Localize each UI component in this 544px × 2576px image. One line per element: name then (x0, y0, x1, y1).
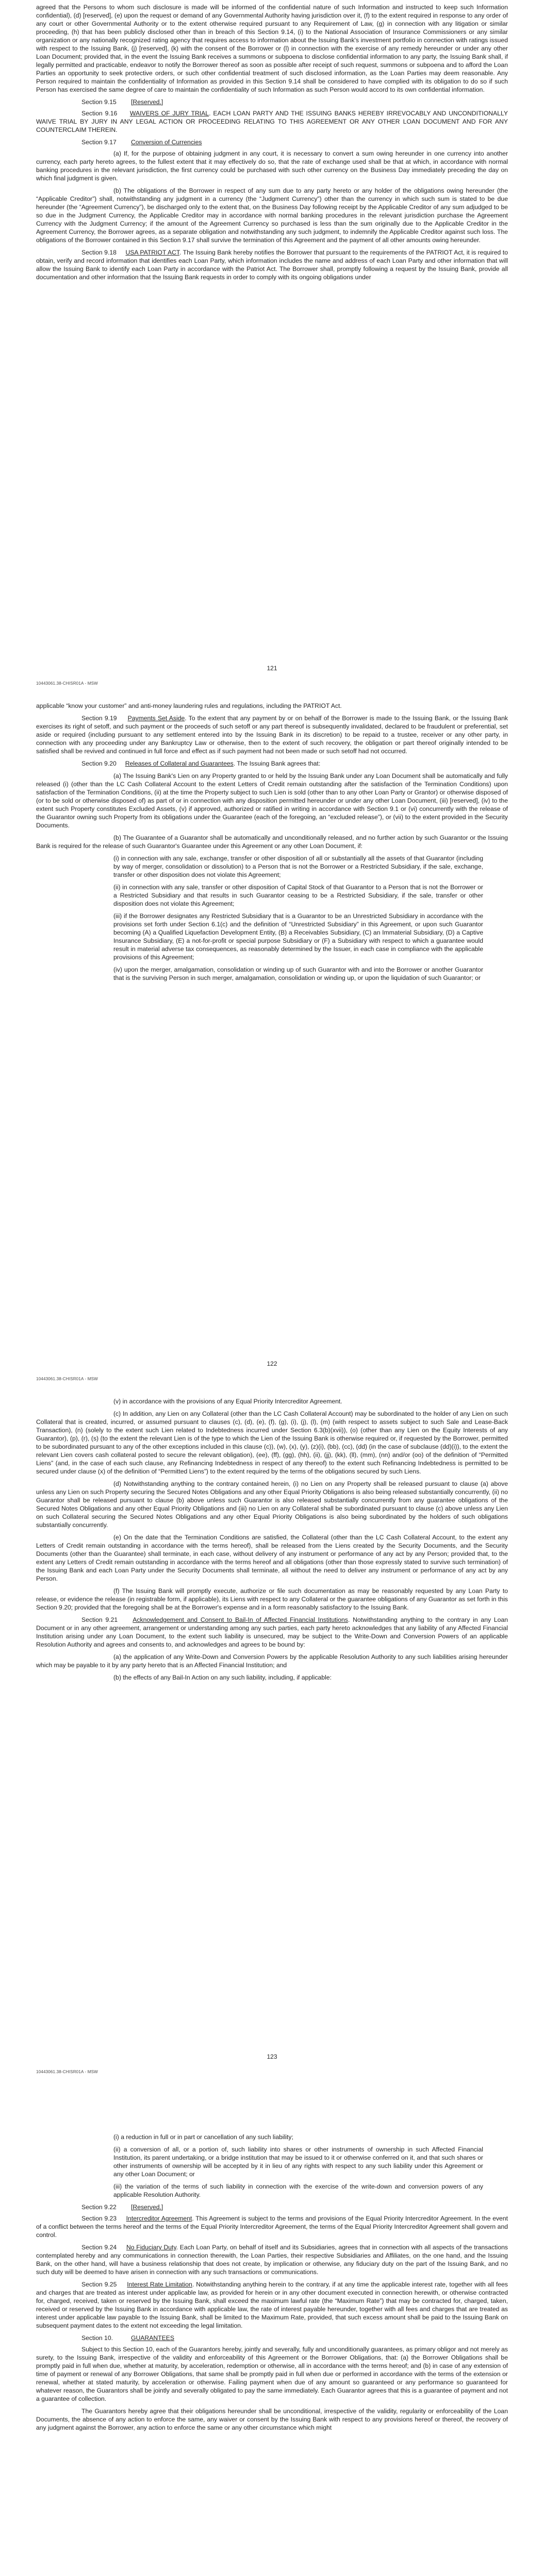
section-9-20-a: (a) The Issuing Bank's Lien on any Property granted to or held by the Issuing Bank under any Loan Document shall be automatically and fully released (i) (other than the LC Cash Collateral Account to the extent Letters of Credit remain outstanding after the satisfaction of the Termination Conditions) upon satisfaction of the Termination Conditions, (ii) at the time the Property subject to such Lien is sold (other than to any other Loan Party or Grantor) or otherwise disposed of (or to be sold or otherwise disposed of) as part of or in connection with any disposition permitted hereunder or under any other Loan Document, (iii) [reserved], (iv) to the extent such Property constitutes Excluded Assets, (v) if approved, authorized or ratified in writing in accordance with Section 9.1 or (vi) concurrently with the release of the Guarantor owning such Property from its obligations under the Guarantee (each of the foregoing, an “excluded release”), or (vii) to the extent provided in the Security Documents. (36, 772, 508, 829)
paragraph-patriot-continued: applicable “know your customer” and anti-money laundering rules and regulations, including the PATRIOT Act. (36, 702, 342, 709)
section-title: Interest Rate Limitation (127, 2281, 192, 2288)
section-body: . This Agreement is subject to the terms and provisions of the Equal Priority Intercreditor Agreement. In the event of a conflict between the terms hereof and the terms of the Equal Priority Intercreditor Agreement, the terms of the Equal Priority Intercreditor Agreement shall govern and control. (36, 2215, 508, 2239)
list-item: (b) the effects of any Bail-In Action on any such liability, including, if applicable: (113, 1674, 332, 1681)
list-item: (ii) a conversion of all, or a portion of, such liability into shares or other instruments of ownership in such Affected Financial Institution, its parent undertaking, or a bridge institution that may be issued to it or otherwise conferred on it, and that such shares or other instruments of ownership will be accepted by it in lieu of any rights with respect to any such liability under this Agreement or any other Loan Document; or (113, 2146, 483, 2178)
section-title: GUARANTEES (131, 2334, 174, 2342)
section-9-20-f: (f) The Issuing Bank will promptly execute, authorize or file such documentation as may be reasonably requested by any Loan Party to release, or evidence the release (in registrable form, if applicable), its Liens with respect to any Collateral or the guarantee obligations of any Guarantor as set forth in this Section 9.20; provided that the foregoing shall be at the Borrower's expense and in a form reasonably satisfactory to the Issuing Bank. (36, 1587, 508, 1611)
list-item: (i) a reduction in full or in part or cancellation of any such liability; (113, 2133, 293, 2141)
section-body: . To the extent that any payment by or on behalf of the Borrower is made to the Issuing Bank, or the Issuing Bank exercises its right of setoff, and such payment or the proceeds of such setoff or any part thereof is subsequently invalidated, declared to be fraudulent or preferential, set aside or required (including pursuant to any settlement entered into by the Issuing Bank in its discretion) to be repaid to a trustee, receiver or any other party, in connection with any proceeding under any Bankruptcy Law or otherwise, then to the extent of such recovery, the obligation or part thereof originally intended to be satisfied shall be revived and continued in full force and effect as if such payment had not been made or such setoff had not occurred. (36, 715, 508, 755)
section-number: Section 9.24 (81, 2244, 117, 2251)
section-9-22-heading (81, 2203, 508, 2211)
page-number: 123 (267, 2053, 277, 2060)
section-title: [Reserved.] (131, 98, 163, 106)
section-title: Acknowledgement and Consent to Bail-In of Affected Financial Institutions (133, 1616, 348, 1623)
section-title: Payments Set Aside (127, 715, 185, 722)
section-body: . Notwithstanding anything herein to the contrary, if at any time the applicable interest rate, together with all fees and charges that are treated as interest under applicable law, as provided for herein or in any other document executed in connection herewith, or otherwise contracted for, charged, received, taken or reserved by the Issuing Bank, shall exceed the maximum lawful rate (the “Maximum Rate”) that may be contracted for, charged, taken, received or reserved by the Issuing Bank in accordance with applicable law, the rate of interest payable hereunder, together with all fees and charges that are treated as interest under applicable law payable to the Issuing Bank, shall be limited to the Maximum Rate, provided, that such excess amount shall be paid to the Issuing Bank on subsequent payment dates to the extent not exceeding the legal limitation. (36, 2281, 508, 2329)
doc-id: 10443061.38-CHISR01A - MSW (36, 1377, 98, 1381)
section-body: . Notwithstanding anything to the contrary in any Loan Document or in any other agreement, arrangement or understanding among any such parties, each party hereto acknowledges that any liability of any Affected Financial Institution arising under any Loan Document, to the extent such liability is unsecured, may be subject to the Write-Down and Conversion Powers of an applicable Resolution Authority and agrees and consents to, and acknowledges and agrees to be bound by: (36, 1616, 508, 1648)
list-item: (iv) upon the merger, amalgamation, consolidation or winding up of such Guarantor with and into the Borrower or another Guarantor that is the surviving Person in such merger, amalgamation, consolidation or winding up, or upon the liquidation of such Guarantor; or (113, 966, 483, 981)
page-124 (0, 2133, 544, 2436)
section-9-20 (36, 759, 508, 768)
paragraph-confidentiality: agreed that the Persons to whom such disclosure is made will be informed of the confidential nature of such Information and instructed to keep such Information confidential), (d) [reserved], (e) upon the request or demand of any Governmental Authority having jurisdiction over it, (f) to the extent required in response to any order of any court or other Governmental Authority or to the extent otherwise required pursuant to any Requirement of Law, (g) in connection with any litigation or similar proceeding, (h) that has been publicly disclosed other than in breach of this Section 9.14, (i) to the National Association of Insurance Commissioners or any similar organization or any nationally recognized rating agency that requires access to information about the Issuing Bank's investment portfolio in connection with ratings issued with respect to the Issuing Bank, (j) [reserved], (k) with the consent of the Borrower or (l) in connection with the exercise of any remedy hereunder or under any other Loan Document; provided that, in the event the Issuing Bank receives a summons or subpoena to disclose confidential information to any party, the Issuing Bank shall, if legally permitted and practicable, endeavor to notify the Borrower thereof as soon as possible after receipt of such request, summons or subpoena and to afford the Loan Parties an opportunity to seek protective orders, or such other confidential treatment of such disclosed information, as the Loan Parties may deem reasonable. Any Person required to maintain the confidentiality of Information as provided in this Section 9.14 shall be considered to have complied with its obligation to do so if such Person has exercised the same degree of care to maintain the confidentiality of such Information as such Person would accord to its own confidential information. (36, 4, 508, 93)
section-9-20-e: (e) On the date that the Termination Conditions are satisfied, the Collateral (other than the LC Cash Collateral Account, to the extent any Letters of Credit remain outstanding in accordance with the terms hereof), shall be released from the Liens created by the Security Documents, and the Security Documents (other than the Guarantee) shall terminate, in each case, without delivery of any instrument or performance of any act by any Person; provided that, to the extent any Letters of Credit remain outstanding in accordance with the terms hereof and all obligations (other than those expressly stated to survive such termination) of the Issuing Bank and each Loan Party under the Security Documents shall terminate, all without the need to deliver any instrument or performance of any act by any Person. (36, 1534, 508, 1582)
section-9-19 (36, 714, 508, 755)
section-number: Section 10. (81, 2334, 113, 2342)
section-body: . EACH LOAN PARTY AND THE ISSUING BANKS HEREBY IRREVOCABLY AND UNCONDITIONALLY WAIVE TRIAL BY JURY IN ANY LEGAL ACTION OR PROCEEDING RELATING TO THIS AGREEMENT OR ANY OTHER LOAN DOCUMENT AND FOR ANY COUNTERCLAIM THEREIN. (36, 110, 508, 133)
section-9-17-heading (81, 138, 508, 146)
doc-id: 10443061.38-CHISR01A - MSW (36, 681, 98, 686)
section-number: Section 9.16 (81, 110, 118, 117)
page-121 (0, 3, 544, 285)
section-9-17-a: (a) If, for the purpose of obtaining judgment in any court, it is necessary to convert a sum owing hereunder in one currency into another currency, each party hereto agrees, to the fullest extent that it may effectively do so, that the rate of exchange used shall be that at which, in accordance with normal banking procedures in the relevant jurisdiction, the first currency could be purchased with such other currency on the Business Day immediately preceding the day on which final judgment is given. (36, 150, 508, 182)
section-number: Section 9.21 (81, 1616, 118, 1623)
list-item: (ii) in connection with any sale, transfer or other disposition of Capital Stock of that Guarantor to a Person that is not the Borrower or a Restricted Subsidiary and that results in such Guarantor ceasing to be a Restricted Subsidiary, if the sale, transfer or other disposition does not violate this Agreement; (113, 884, 483, 907)
section-number: Section 9.18 (81, 249, 117, 256)
section-title: Intercreditor Agreement (126, 2215, 192, 2222)
section-9-21 (36, 1616, 508, 1649)
section-number: Section 9.20 (81, 760, 117, 767)
section-title: WAIVERS OF JURY TRIAL (129, 110, 209, 117)
section-title: Conversion of Currencies (131, 139, 202, 146)
section-number: Section 9.17 (81, 139, 117, 146)
section-number: Section 9.23 (81, 2215, 117, 2222)
section-number: Section 9.15 (81, 98, 117, 106)
section-9-17-b: (b) The obligations of the Borrower in respect of any sum due to any party hereto or any holder of the obligations owing hereunder (the “Applicable Creditor”) shall, notwithstanding any judgment in a currency (the “Judgment Currency”) other than the currency in which such sum is stated to be due hereunder (the “Agreement Currency”), be discharged only to the extent that, on the Business Day following receipt by the Applicable Creditor of any sum adjudged to be so due in the Judgment Currency, the Applicable Creditor may in accordance with normal banking procedures in the relevant jurisdiction purchase the Agreement Currency with the Judgment Currency; if the amount of the Agreement Currency so purchased is less than the sum originally due to the Applicable Creditor in the Agreement Currency, the Borrower agrees, as a separate obligation and notwithstanding any such judgment, to indemnify the Applicable Creditor against such loss. The obligations of the Borrower contained in this Section 9.17 shall survive the termination of this Agreement and the payment of all other amounts owing hereunder. (36, 187, 508, 244)
section-10-paragraph: The Guarantors hereby agree that their obligations hereunder shall be unconditional, irrespective of the validity, regularity or enforceability of the Loan Documents, the absence of any action to enforce the same, any waiver or consent by the Issuing Bank with respect to any provisions hereof or thereof, the recovery of any judgment against the Borrower, any action to enforce the same or any other circumstance which might (36, 2408, 508, 2431)
section-title: [Reserved.] (131, 2204, 163, 2211)
page-number: 121 (267, 665, 277, 672)
list-item: (a) the application of any Write-Down and Conversion Powers by the applicable Resolution Authority to any such liabilities arising hereunder which may be payable to it by any party hereto that is an Affected Financial Institution; and (36, 1653, 508, 1669)
section-9-15-heading (81, 98, 508, 106)
list-item: (i) in connection with any sale, exchange, transfer or other disposition of all or substantially all the assets of that Guarantor (including by way of merger, consolidation or dissolution) to a Person that is not the Borrower or a Restricted Subsidiary, if the sale, exchange, transfer or other disposition does not violate this Agreement; (113, 855, 483, 878)
section-title: No Fiduciary Duty (126, 2244, 176, 2251)
section-9-20-d: (d) Notwithstanding anything to the contrary contained herein, (i) no Lien on any Property shall be released pursuant to clause (a) above unless any Lien on such Property securing the Secured Notes Obligations and any other Equal Priority Obligations is also being released substantially concurrently, (ii) no Guarantor shall be released pursuant to clause (b) above unless such Guarantor is also released substantially concurrently from any guarantee obligations of the Secured Notes Obligations and any other Equal Priority Obligations and (iii) no Lien on any Collateral shall be subordinated pursuant to clause (c) above unless any Lien on such Collateral securing the Secured Notes Obligations and any other Equal Priority Obligations is also being subordinated by the holders of such obligations substantially concurrently. (36, 1480, 508, 1529)
section-number: Section 9.25 (81, 2281, 117, 2288)
section-title: Releases of Collateral and Guarantees (125, 760, 234, 767)
section-10-paragraph: Subject to this Section 10, each of the Guarantors hereby, jointly and severally, fully and unconditionally guarantees, as primary obligor and not merely as surety, to the Issuing Bank, irrespective of the validity and enforceability of this Agreement or the Borrower Obligations, that: (a) the Borrower Obligations shall be promptly paid in full when due, whether at maturity, by acceleration, redemption or otherwise, all in accordance with the terms hereof; and (b) in case of any extension of time of payment or renewal of any Borrower Obligations, that same shall be promptly paid in full when due or performed in accordance with the terms of the extension or renewal, whether at stated maturity, by acceleration or otherwise. Failing payment when due of any amount so guaranteed or any performance so guaranteed for whatever reason, the Guarantors shall be jointly and severally obligated to pay the same immediately. Each Guarantor agrees that this is a guarantee of payment and not a guarantee of collection. (36, 2346, 508, 2402)
section-number: Section 9.22 (81, 2204, 117, 2211)
section-10-heading (81, 2334, 508, 2342)
section-9-25 (36, 2280, 508, 2330)
list-item: (v) in accordance with the provisions of any Equal Priority Intercreditor Agreement. (113, 1398, 342, 1405)
section-9-20-b: (b) The Guarantee of a Guarantor shall be automatically and unconditionally released, and no further action by such Guarantor or the Issuing Bank is required for the release of such Guarantor's Guarantee under this Agreement or any other Loan Document, if: (36, 834, 508, 850)
doc-id: 10443061.38-CHISR01A - MSW (36, 2070, 98, 2074)
section-9-23 (36, 2214, 508, 2239)
section-9-20-c: (c) In addition, any Lien on any Collateral (other than the LC Cash Collateral Account) may be subordinated to the holder of any Lien on such Collateral that is created, incurred, or assumed pursuant to clauses (c), (d), (e), (f), (g), (i), (j), (l), (m) (with respect to assets subject to such Sale and Lease-Back Transaction), (n) (solely to the extent such Lien related to Indebtedness incurred under Section 6.3(b)(xvii)), (o) (other than any Lien on the Equity Interests of any Guarantor), (p), (r), (s) (to the extent the relevant Lien is of the type to which the Lien of the Issuing Bank is otherwise required or, if requested by the Borrower, permitted to be subordinated pursuant to any of the other exceptions included in this clause (c)), (w), (x), (y), (z)(i), (bb), (cc), (dd) (in the case of subclause (dd)(i)), to the extent the relevant Lien covers cash collateral posted to secure the relevant obligation), (ee), (ff), (gg), (hh), (ii), (jj), (kk), (ll), (mm), (nn) and/or (oo) of the definition of “Permitted Liens” (and, in the case of each such clause, any Refinancing Indebtedness in respect of any thereof) to the extent such Refinancing Indebtedness is permitted to be secured under clause (x) of the definition of “Permitted Liens”) to the extent required by the terms of the obligations secured by such Liens. (36, 1410, 508, 1475)
section-9-16 (36, 109, 508, 134)
page-122 (0, 702, 544, 986)
section-9-18 (36, 248, 508, 281)
page-number: 122 (267, 1360, 277, 1367)
section-body: . The Issuing Bank agrees that: (233, 760, 321, 767)
list-item: (iii) the variation of the terms of such liability in connection with the exercise of the write-down and conversion powers of any applicable Resolution Authority. (113, 2183, 483, 2198)
list-item: (iii) if the Borrower designates any Restricted Subsidiary that is a Guarantor to be an Unrestricted Subsidiary in accordance with the provisions set forth under Section 6.1(c) and the definition of “Unrestricted Subsidiary” in this Agreement, or upon such Guarantor becoming (A) a Qualified Liquefaction Development Entity, (B) a Receivables Subsidiary, (C) an Immaterial Subsidiary, (D) a Captive Insurance Subsidiary, (E) a not-for-profit or special purpose Subsidiary or (F) a Subsidiary with respect to which a guarantee would result in material adverse tax consequences, as reasonably determined by the Issuer, in each case in compliance with the applicable provisions of this Agreement; (113, 912, 483, 961)
section-title: USA PATRIOT ACT (125, 249, 179, 256)
section-number: Section 9.19 (81, 715, 117, 722)
section-body: . The Issuing Bank hereby notifies the Borrower that pursuant to the requirements of the PATRIOT Act, it is required to obtain, verify and record information that identifies each Loan Party, which information includes the name and address of each Loan Party and other information that will allow the Issuing Bank to identify each Loan Party in accordance with the Patriot Act. The Borrower shall, promptly following a request by the Issuing Bank, provide all documentation and other information that the Issuing Bank requests in order to comply with its ongoing obligations under (36, 249, 508, 281)
page-123 (0, 1397, 544, 1686)
section-9-24 (36, 2243, 508, 2276)
section-body: . Each Loan Party, on behalf of itself and its Subsidiaries, agrees that in connection with all aspects of the transactions contemplated hereby and any communications in connection therewith, the Loan Parties, their respective Subsidiaries and Affiliates, on the one hand, and the Issuing Bank, on the other hand, will have a business relationship that does not create, by implication or otherwise, any fiduciary duty on the part of the Issuing Bank, and no such duty will be deemed to have arisen in connection with any such transactions or communications. (36, 2244, 508, 2276)
